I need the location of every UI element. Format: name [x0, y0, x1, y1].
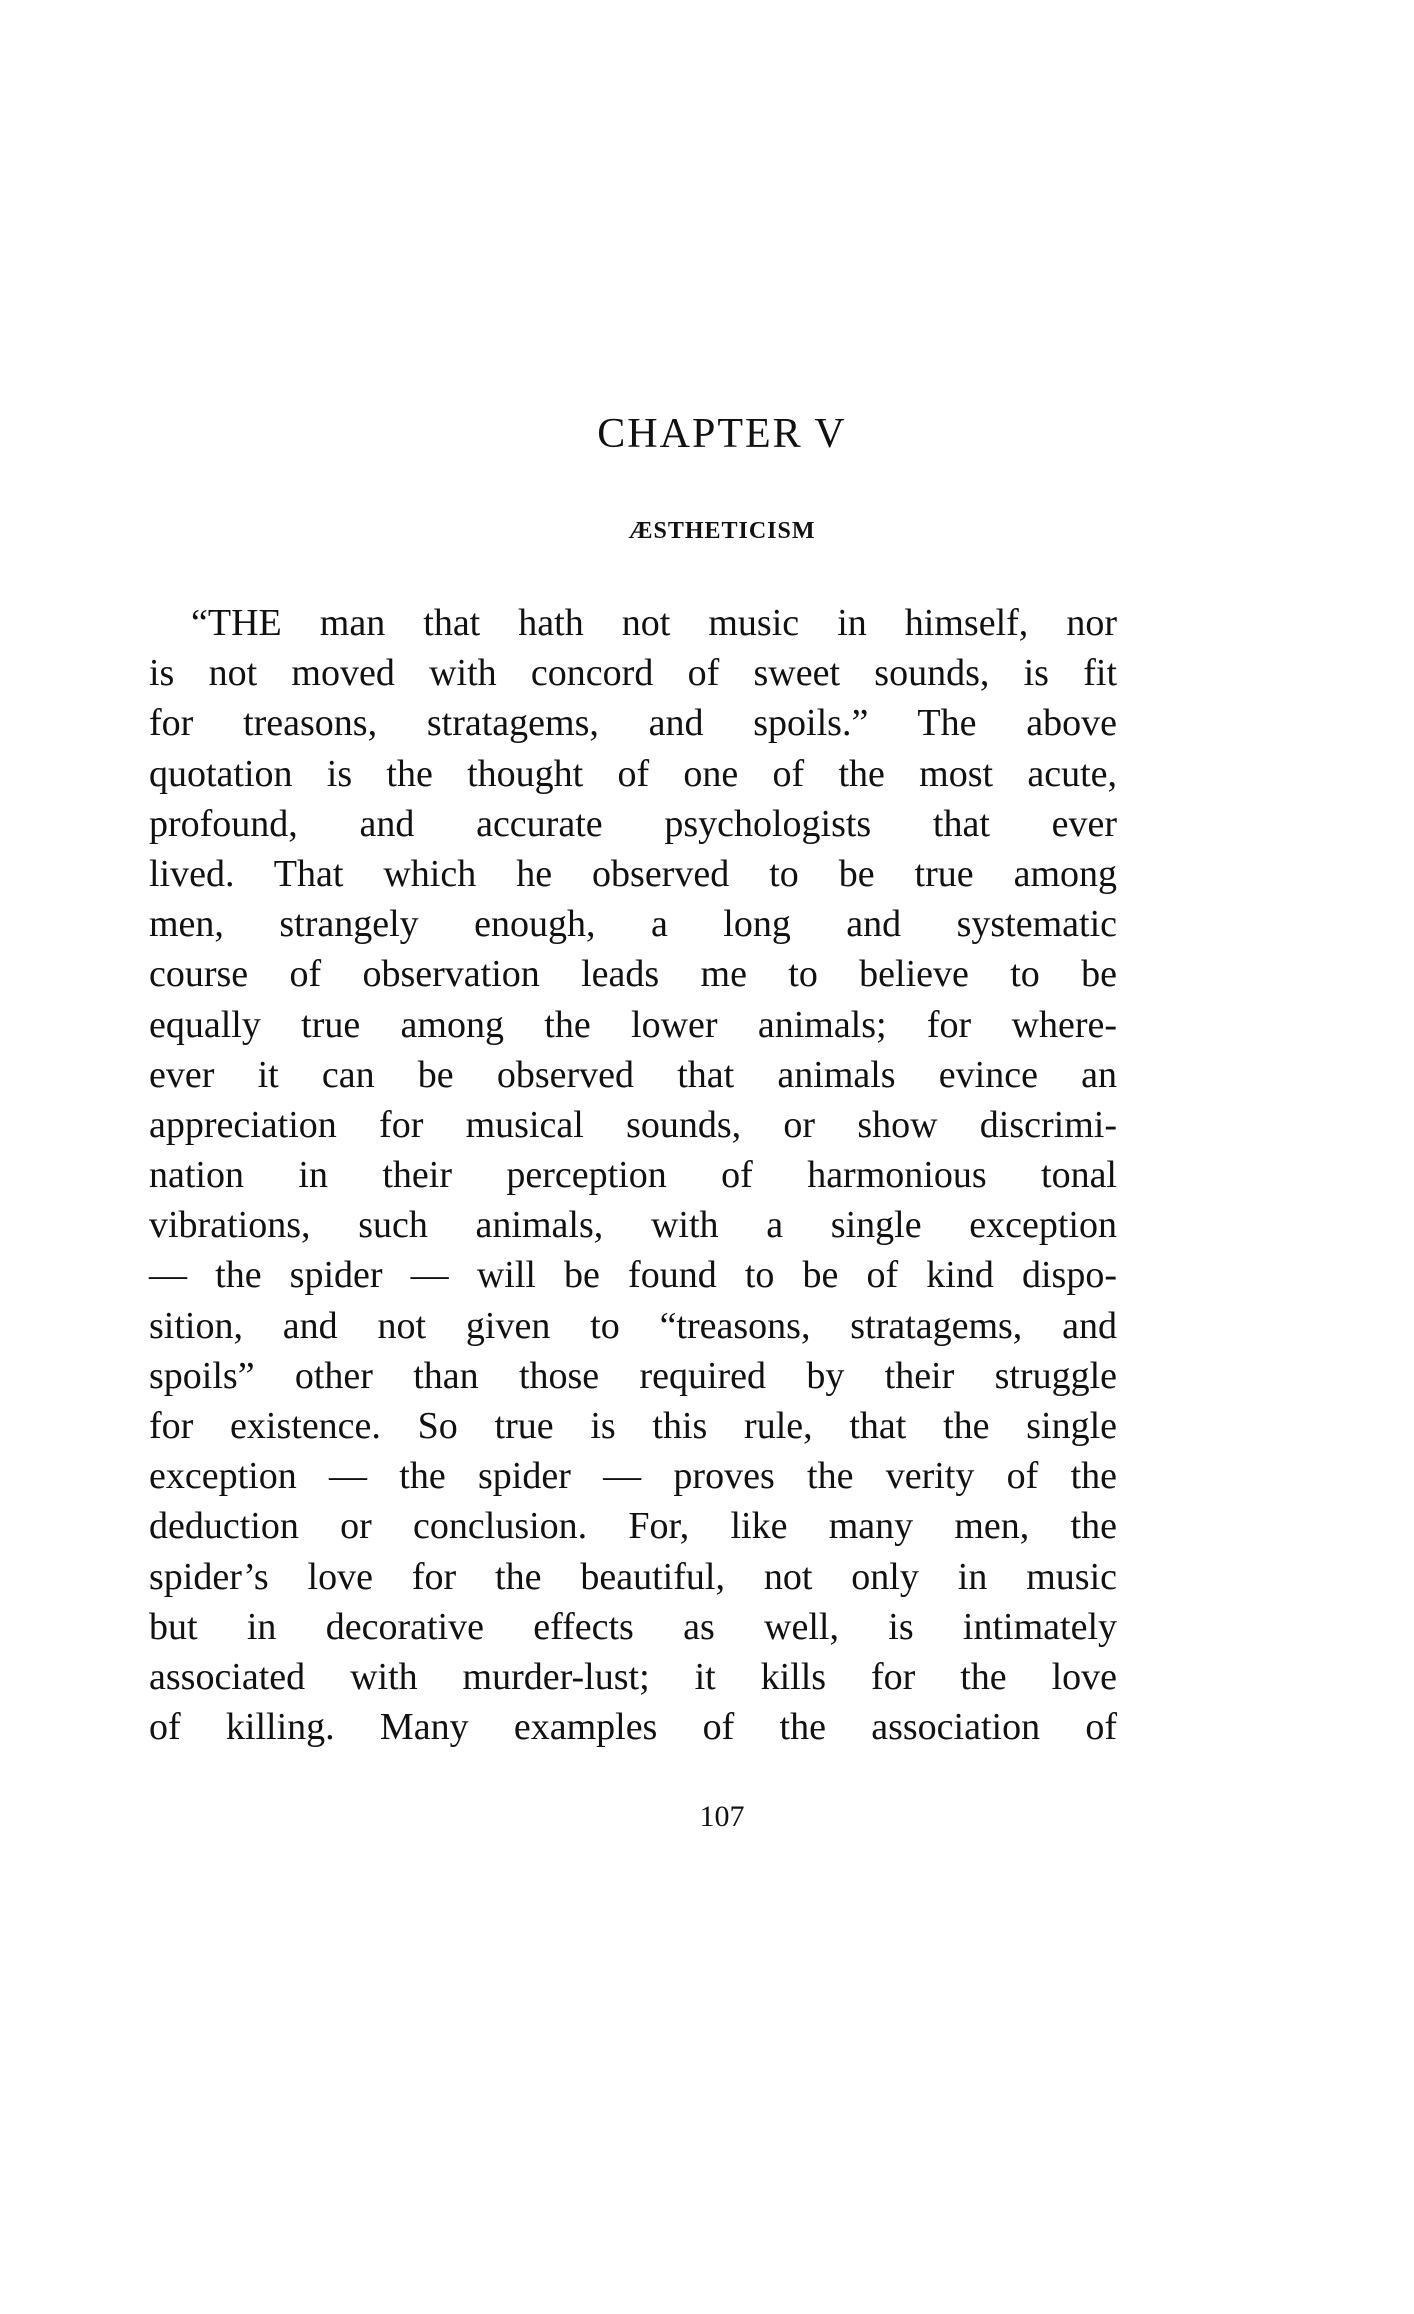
body-text	[149, 596, 1117, 1750]
text-line: “THE man that hath not music in himself, nor	[191, 602, 1117, 644]
text-line: ever it can be observed that animals evince an	[149, 1053, 1117, 1096]
text-line: equally true among the lower animals; for where-	[149, 1003, 1117, 1046]
text-line: exception — the spider — proves the verity of the	[149, 1455, 1117, 1498]
text-line: course of observation leads me to believe to be	[149, 953, 1117, 996]
text-line: spoils” other than those required by their struggle	[149, 1354, 1117, 1397]
text-line: nation in their perception of harmonious tonal	[149, 1154, 1117, 1197]
text-line: quotation is the thought of one of the most acute,	[149, 752, 1117, 795]
text-line: appreciation for musical sounds, or show discrimi-	[149, 1103, 1117, 1146]
text-line: but in decorative effects as well, is intimately	[149, 1605, 1117, 1648]
text-line: is not moved with concord of sweet sounds, is fit	[149, 652, 1117, 695]
text-line: for treasons, stratagems, and spoils.” The above	[149, 702, 1117, 745]
chapter-heading: CHAPTER V	[597, 411, 847, 457]
text-line: of killing. Many examples of the association of	[149, 1706, 1117, 1749]
text-line: associated with murder-lust; it kills for the love	[149, 1655, 1117, 1698]
text-line: lived. That which he observed to be true among	[149, 852, 1117, 895]
text-line: sition, and not given to “treasons, stratagems, and	[149, 1304, 1117, 1347]
page-number: 107	[699, 1800, 745, 1833]
text-line: for existence. So true is this rule, that the single	[149, 1405, 1117, 1447]
text-line: deduction or conclusion. For, like many men, the	[149, 1505, 1117, 1548]
text-line: vibrations, such animals, with a single exception	[149, 1204, 1117, 1247]
text-line: spider’s love for the beautiful, not only in music	[149, 1555, 1117, 1598]
text-line: profound, and accurate psychologists that ever	[149, 802, 1117, 845]
text-line: — the spider — will be found to be of kind dispo-	[149, 1254, 1117, 1297]
chapter-title: ÆSTHETICISM	[628, 518, 816, 544]
text-line: men, strangely enough, a long and systematic	[149, 903, 1117, 946]
